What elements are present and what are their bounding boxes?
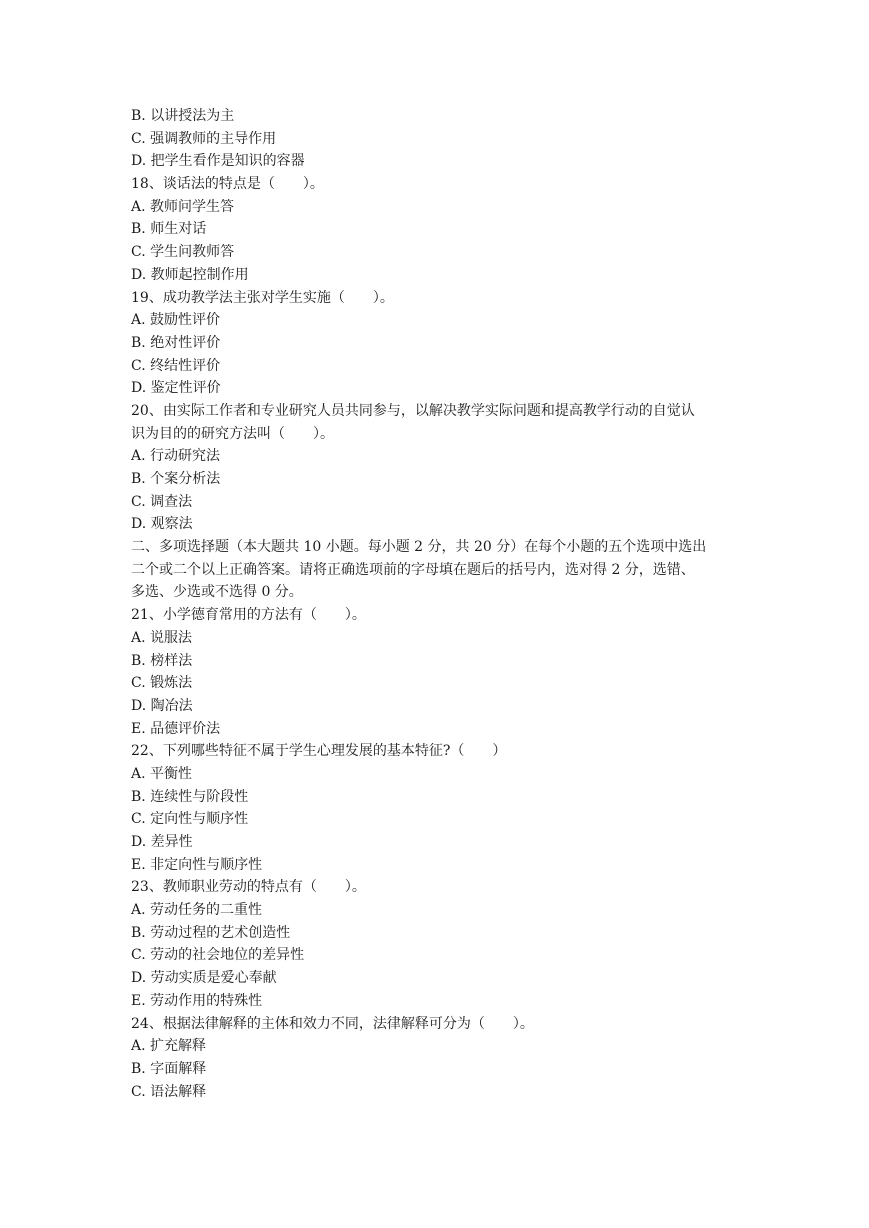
option-line: E. 劳动作用的特殊性 (131, 992, 263, 1009)
option-line: B. 字面解释 (131, 1060, 207, 1077)
option-line: D. 观察法 (131, 516, 193, 533)
question-21: 21、小学德育常用的方法有（ ）。 (131, 607, 366, 624)
option-line: D. 鉴定性评价 (131, 380, 221, 397)
option-line: A. 劳动任务的二重性 (131, 902, 263, 919)
section-heading: 二、多项选择题（本大题共 10 小题。每小题 2 分，共 20 分）在每个小题的五个选项中选出 (131, 539, 707, 556)
option-line: B. 榜样法 (131, 652, 193, 669)
option-line: C. 终结性评价 (131, 357, 221, 374)
question-20: 20、由实际工作者和专业研究人员共同参与，以解决教学实际问题和提高教学行动的自觉认 (131, 402, 695, 419)
question-19: 19、成功教学法主张对学生实施（ ）。 (131, 289, 394, 306)
question-24: 24、根据法律解释的主体和效力不同，法律解释可分为（ ）。 (131, 1015, 534, 1032)
option-line: C. 强调教师的主导作用 (131, 130, 277, 147)
option-line: B. 劳动过程的艺术创造性 (131, 924, 291, 941)
option-line: B. 连续性与阶段性 (131, 788, 249, 805)
section-instructions: 二个或二个以上正确答案。请将正确选项前的字母填在题后的括号内，选对得 2 分，选错、 (131, 561, 695, 578)
option-line: C. 语法解释 (131, 1083, 207, 1100)
option-line: B. 以讲授法为主 (131, 108, 235, 124)
option-line: A. 说服法 (131, 629, 193, 646)
option-line: B. 师生对话 (131, 221, 207, 238)
option-line: C. 劳动的社会地位的差异性 (131, 947, 305, 964)
option-line: E. 品德评价法 (131, 720, 221, 737)
section-instructions: 多选、少选或不选得 0 分。 (131, 584, 303, 601)
option-line: C. 锻炼法 (131, 675, 193, 692)
option-line: C. 调查法 (131, 493, 193, 510)
option-line: A. 扩充解释 (131, 1038, 207, 1055)
option-line: E. 非定向性与顺序性 (131, 856, 263, 873)
option-line: A. 行动研究法 (131, 448, 221, 465)
exam-text (131, 105, 749, 1103)
option-line: C. 学生问教师答 (131, 244, 235, 261)
option-line: D. 把学生看作是知识的容器 (131, 153, 305, 170)
option-line: A. 平衡性 (131, 765, 193, 782)
option-line: D. 劳动实质是爱心奉献 (131, 970, 277, 987)
question-20-continued: 识为目的的研究方法叫（ ）。 (131, 425, 334, 442)
question-18: 18、谈话法的特点是（ ）。 (131, 176, 324, 193)
question-22: 22、下列哪些特征不属于学生心理发展的基本特征?（ ） (131, 743, 507, 760)
option-line: D. 陶冶法 (131, 697, 193, 714)
option-line: A. 鼓励性评价 (131, 312, 221, 329)
option-line: D. 教师起控制作用 (131, 266, 249, 283)
question-23: 23、教师职业劳动的特点有（ ）。 (131, 879, 366, 896)
option-line: C. 定向性与顺序性 (131, 811, 249, 828)
option-line: A. 教师问学生答 (131, 198, 235, 215)
option-line: B. 个案分析法 (131, 471, 221, 487)
option-line: D. 差异性 (131, 834, 193, 850)
option-line: B. 绝对性评价 (131, 334, 221, 351)
